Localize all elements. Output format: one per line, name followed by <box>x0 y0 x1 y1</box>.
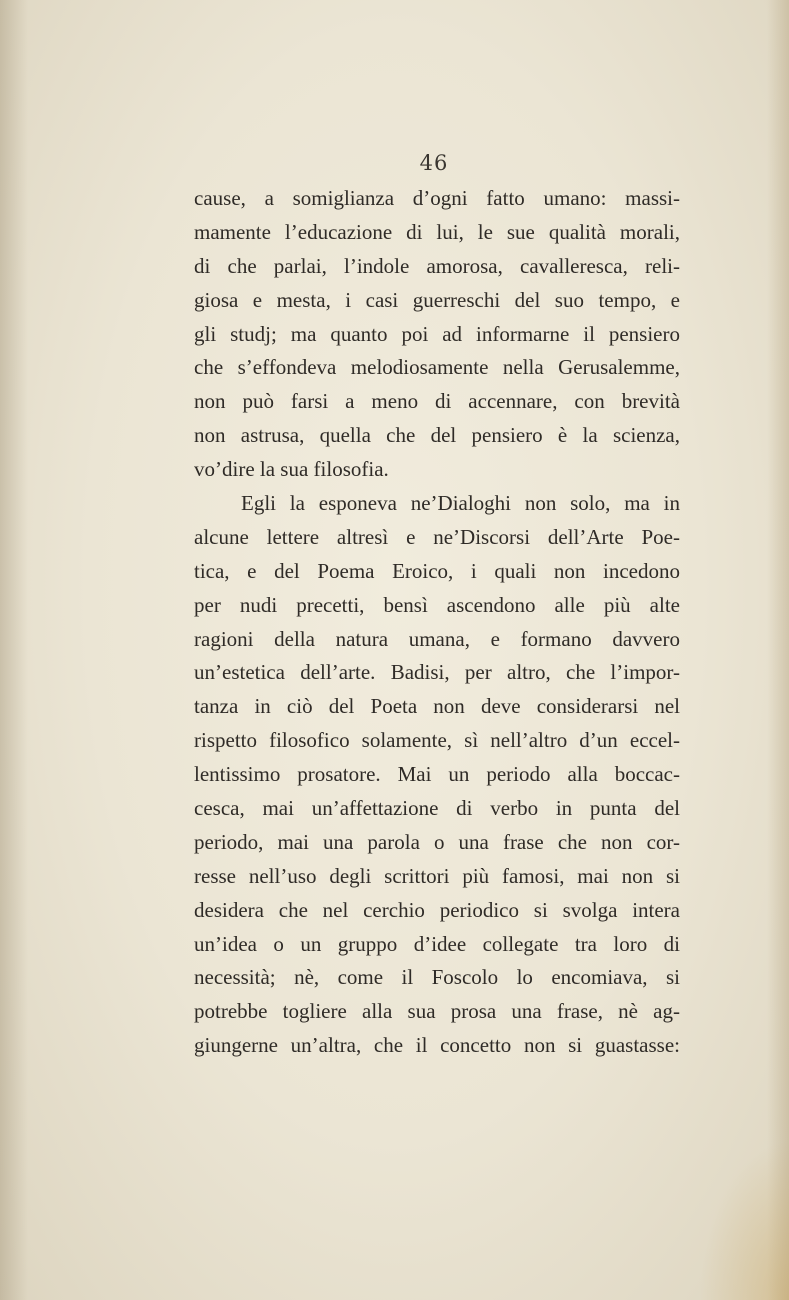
paragraph-end-line: vo’dire la sua filosofia. <box>194 457 389 482</box>
text-line: lentissimo prosatore. Mai un periodo alla boccac- <box>194 762 680 787</box>
text-line: desidera che nel cerchio periodico si svolga intera <box>194 897 680 922</box>
text-line: tanza in ciò del Poeta non deve considerarsi nel <box>194 694 680 719</box>
text-line: tica, e del Poema Eroico, i quali non incedono <box>194 558 680 583</box>
text-line: non può farsi a meno di accennare, con brevità <box>194 389 680 414</box>
text-line: giungerne un’altra, che il concetto non si guastasse: <box>194 1033 680 1058</box>
text-line: rispetto filosofico solamente, sì nell’altro d’un eccel- <box>194 728 680 753</box>
text-line: che s’effondeva melodiosamente nella Gerusalemme, <box>194 355 680 380</box>
text-line: ragioni della natura umana, e formano davvero <box>194 626 680 651</box>
page-shadow-left <box>0 0 28 1300</box>
paragraph-first-line: Egli la esponeva ne’Dialoghi non solo, ma in <box>241 491 680 516</box>
paper-stain <box>699 1140 789 1300</box>
text-line: un’idea o un gruppo d’idee collegate tra loro di <box>194 931 680 956</box>
text-line: cesca, mai un’affettazione di verbo in punta del <box>194 796 680 821</box>
page-shadow-right <box>767 0 789 1300</box>
text-line: giosa e mesta, i casi guerreschi del suo tempo, e <box>194 287 680 312</box>
text-line: potrebbe togliere alla sua prosa una frase, nè ag- <box>194 999 680 1024</box>
text-line: alcune lettere altresì e ne’Discorsi dell’Arte Poe- <box>194 524 680 549</box>
text-line: mamente l’educazione di lui, le sue qualità morali, <box>194 219 680 244</box>
page-number: 46 <box>419 151 449 175</box>
text-line: periodo, mai una parola o una frase che non cor- <box>194 829 680 854</box>
text-line: non astrusa, quella che del pensiero è la scienza, <box>194 423 680 448</box>
text-line: resse nell’uso degli scrittori più famosi, mai non si <box>194 863 680 888</box>
text-line: di che parlai, l’indole amorosa, cavalleresca, reli- <box>194 253 680 278</box>
text-line: per nudi precetti, bensì ascendono alle più alte <box>194 592 680 617</box>
text-line: un’estetica dell’arte. Badisi, per altro, che l’impor- <box>194 660 680 685</box>
text-line: cause, a somiglianza d’ogni fatto umano: massi- <box>194 186 680 210</box>
body-text <box>194 182 680 1063</box>
text-line: necessità; nè, come il Foscolo lo encomiava, si <box>194 965 680 990</box>
text-line: gli studj; ma quanto poi ad informarne il pensiero <box>194 321 680 346</box>
